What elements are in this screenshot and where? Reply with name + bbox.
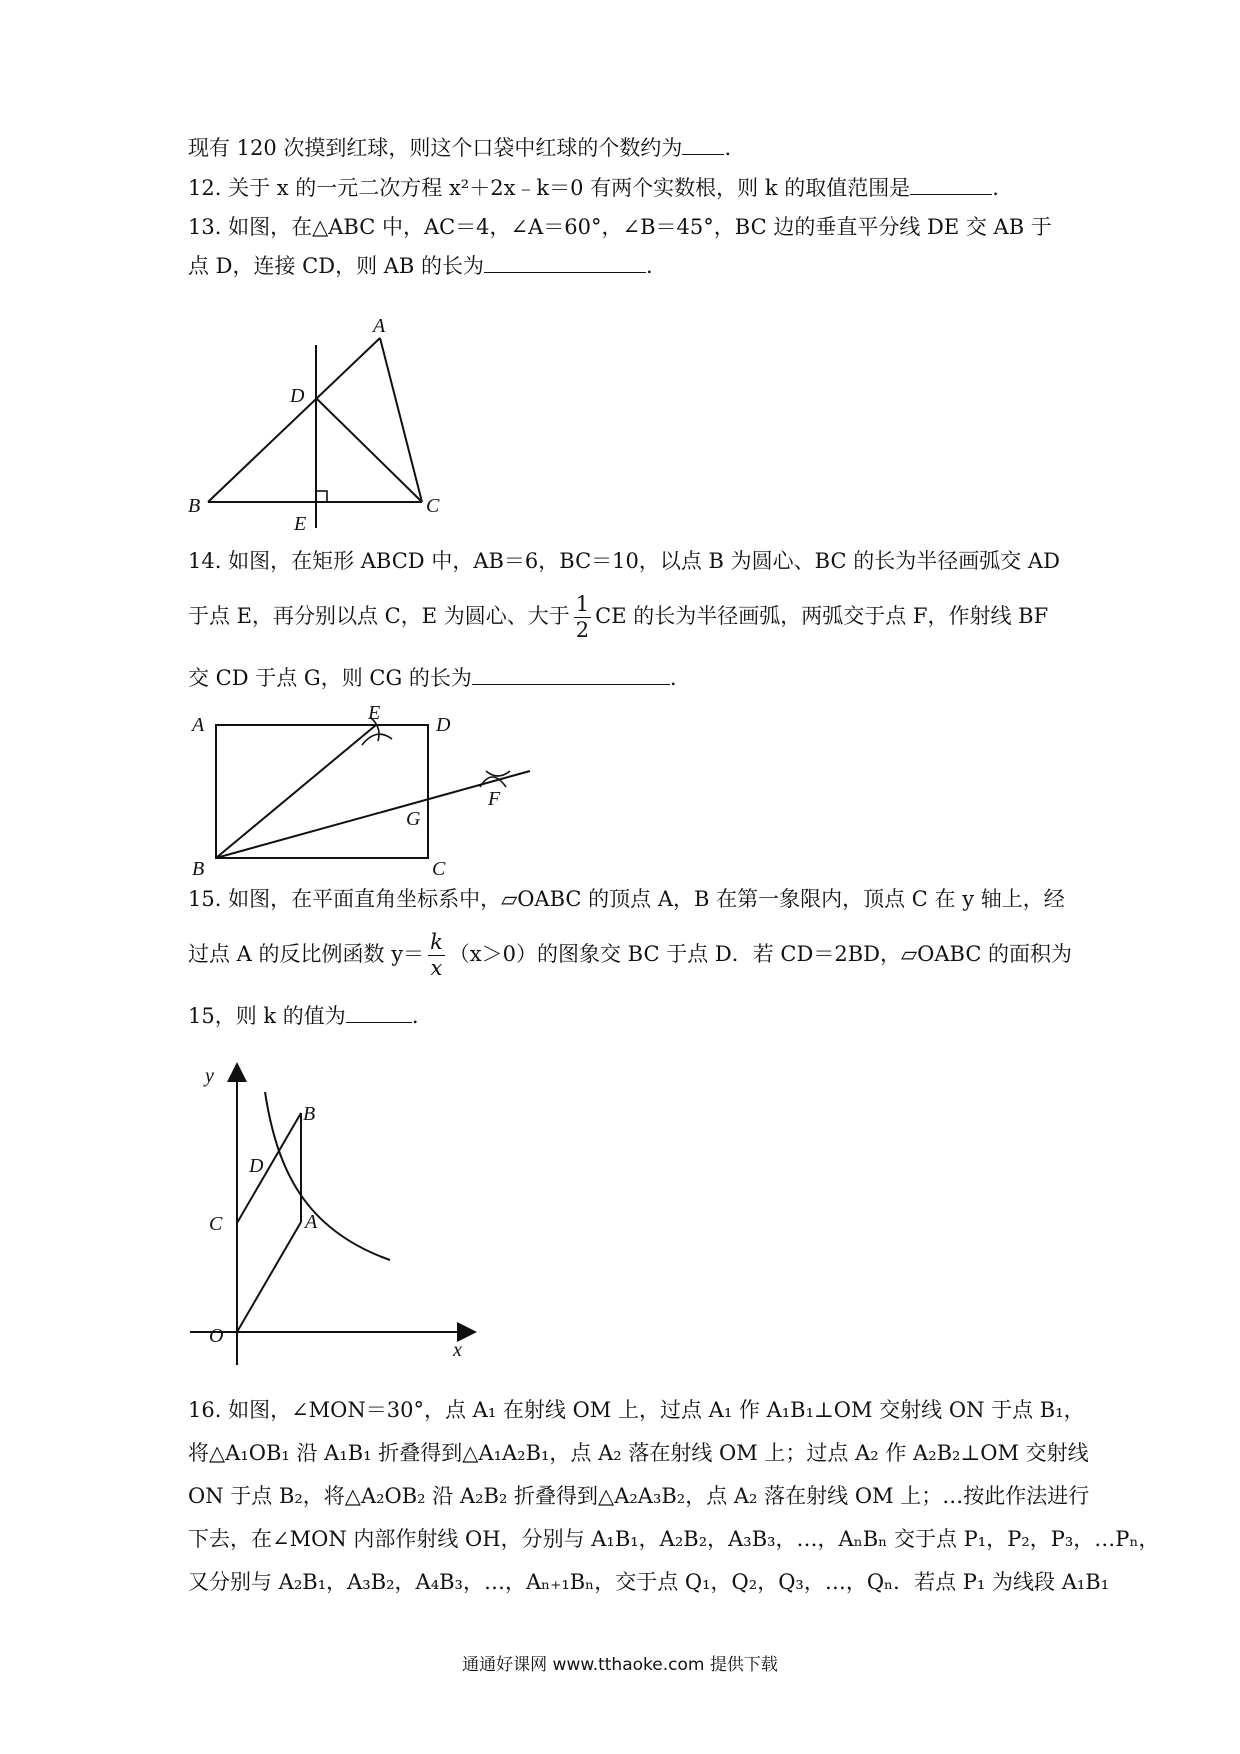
fraction-k-over-x xyxy=(428,932,445,979)
label-A: A xyxy=(192,714,205,736)
label-D: D xyxy=(290,385,305,407)
q11-line xyxy=(188,132,731,163)
label-G: G xyxy=(406,808,421,830)
arc-at-F-2 xyxy=(486,771,510,776)
q15-line1: 15. 如图，在平面直角坐标系中，▱OABC 的顶点 A，B 在第一象限内，顶点 C 在 y 轴上，经 xyxy=(188,887,1065,911)
right-angle-mark xyxy=(316,491,327,502)
q15-line2 xyxy=(188,932,1072,979)
fraction-denominator: x xyxy=(430,956,443,980)
segment-BE xyxy=(216,725,376,858)
q16-line4: 下去，在∠MON 内部作射线 OH，分别与 A₁B₁，A₂B₂，A₃B₃，…，AₙBₙ 交于点 P₁，P₂，P₃，…Pₙ， xyxy=(188,1527,1160,1551)
period: . xyxy=(724,136,732,160)
q14-figure xyxy=(180,705,560,880)
answer-blank xyxy=(910,172,992,195)
label-B: B xyxy=(192,858,205,880)
label-O: O xyxy=(209,1325,224,1347)
label-B: B xyxy=(188,495,201,517)
segment-AC xyxy=(380,338,422,502)
q13-line1: 13. 如图，在△ABC 中，AC＝4，∠A＝60°，∠B＝45°，BC 边的垂直平分线 DE 交 AB 于 xyxy=(188,215,1052,239)
segment-CB xyxy=(237,1113,301,1223)
label-D: D xyxy=(249,1155,264,1177)
answer-blank xyxy=(682,132,724,155)
q14-line1: 14. 如图，在矩形 ABCD 中，AB＝6，BC＝10，以点 B 为圆心、BC 的长为半径画弧交 AD xyxy=(188,549,1060,573)
page-footer: 通通好课网 www.tthaoke.com 提供下载 xyxy=(462,1655,778,1675)
label-C: C xyxy=(209,1213,223,1235)
label-y: y xyxy=(205,1065,214,1087)
label-A: A xyxy=(305,1211,318,1233)
q16-line2: 将△A₁OB₁ 沿 A₁B₁ 折叠得到△A₁A₂B₁，点 A₂ 落在射线 OM 上；过点 A₂ 作 A₂B₂⊥OM 交射线 xyxy=(188,1441,1089,1465)
label-D: D xyxy=(436,714,451,736)
q15-text: 15，则 k 的值为 xyxy=(188,1004,346,1028)
q14-line3 xyxy=(188,662,677,693)
label-E: E xyxy=(294,513,307,535)
label-C: C xyxy=(432,858,446,880)
segment-DC xyxy=(316,398,422,502)
q12-line xyxy=(188,172,999,203)
q16-line5: 又分别与 A₂B₁，A₃B₂，A₄B₃，…，Aₙ₊₁Bₙ，交于点 Q₁，Q₂，Q₃，…，Qₙ．若点 P₁ 为线段 A₁B₁ xyxy=(188,1570,1110,1594)
q12-text: 12. 关于 x 的一元二次方程 x²＋2x﹣k＝0 有两个实数根，则 k 的取值范围是 xyxy=(188,176,911,200)
fraction-numerator: k xyxy=(430,930,443,954)
q15-figure xyxy=(185,1050,485,1380)
period: . xyxy=(669,666,677,690)
period: . xyxy=(646,254,653,278)
q13-line2 xyxy=(188,250,653,281)
q15-text-b: （x＞0）的图象交 BC 于点 D．若 CD＝2BD，▱OABC 的面积为 xyxy=(448,942,1073,966)
q16-line1: 16. 如图，∠MON＝30°，点 A₁ 在射线 OM 上，过点 A₁ 作 A₁B₁⊥OM 交射线 ON 于点 B₁， xyxy=(188,1398,1085,1422)
arc-at-E xyxy=(362,734,392,745)
q15-text-a: 过点 A 的反比例函数 y＝ xyxy=(188,942,425,966)
q14-text: 交 CD 于点 G，则 CG 的长为 xyxy=(188,666,472,690)
fraction-numerator: 1 xyxy=(575,592,590,616)
q13-text: 点 D，连接 CD，则 AB 的长为 xyxy=(188,254,485,278)
answer-blank xyxy=(484,250,646,273)
segment-BA xyxy=(208,338,380,502)
answer-blank xyxy=(472,662,670,685)
label-F: F xyxy=(488,788,501,810)
q15-line3 xyxy=(188,1000,419,1031)
hyperbola-curve xyxy=(265,1092,390,1260)
q14-line2 xyxy=(188,594,1048,641)
fraction-denominator: 2 xyxy=(575,618,590,642)
q14-text-a: 于点 E，再分别以点 C，E 为圆心、大于 xyxy=(188,604,570,628)
label-B: B xyxy=(303,1103,316,1125)
segment-OA xyxy=(237,1222,301,1332)
q14-text-b: CE 的长为半径画弧，两弧交于点 F，作射线 BF xyxy=(595,604,1049,628)
q13-figure xyxy=(180,310,460,540)
label-x: x xyxy=(453,1339,462,1361)
fraction-one-half xyxy=(574,594,591,641)
label-A: A xyxy=(373,315,386,337)
answer-blank xyxy=(346,1000,412,1023)
rectangle-ABCD xyxy=(216,725,428,858)
label-E: E xyxy=(368,705,381,724)
period: . xyxy=(992,176,999,200)
period: . xyxy=(411,1004,419,1028)
q16-line3: ON 于点 B₂，将△A₂OB₂ 沿 A₂B₂ 折叠得到△A₂A₃B₂，点 A₂ 落在射线 OM 上；…按此作法进行 xyxy=(188,1484,1090,1508)
q11-text: 现有 120 次摸到红球，则这个口袋中红球的个数约为 xyxy=(188,136,683,160)
label-C: C xyxy=(426,495,440,517)
